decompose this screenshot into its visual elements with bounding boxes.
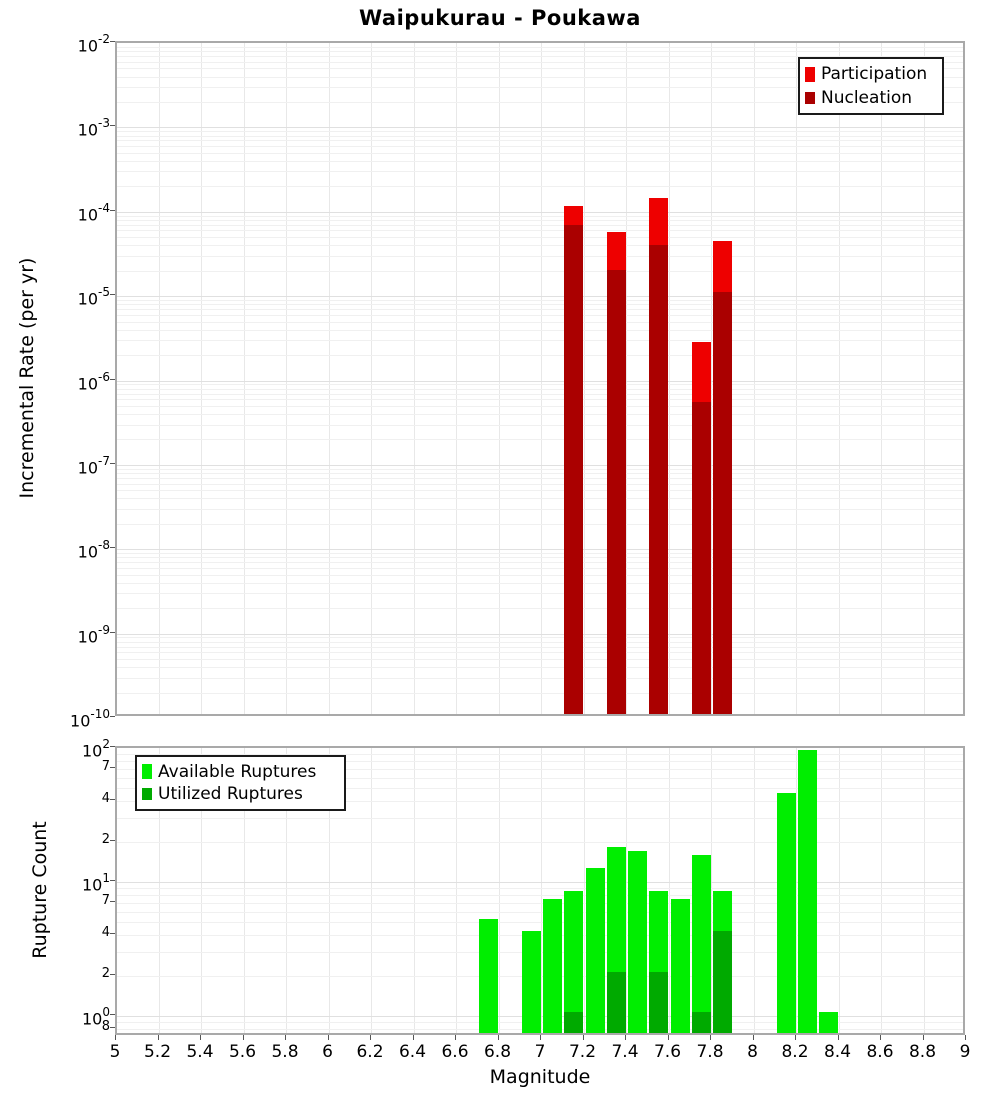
x-tick [753, 1035, 754, 1040]
gridline [117, 406, 963, 407]
gridline [117, 51, 963, 52]
y-tick-label: $10^{-10}$ [70, 707, 110, 731]
x-tick [625, 1035, 626, 1040]
x-tick-label: 5.2 [143, 1042, 172, 1062]
gridline [117, 498, 963, 499]
x-tick [158, 1035, 159, 1040]
x-tick [115, 1035, 116, 1040]
gridline [117, 490, 963, 491]
gridline [117, 212, 963, 213]
x-tick [540, 1035, 541, 1040]
participation-swatch-icon [805, 67, 815, 82]
y-tick [110, 716, 115, 717]
gridline [117, 888, 963, 889]
x-tick [285, 1035, 286, 1040]
gridline [117, 637, 963, 638]
gridline [117, 304, 963, 305]
x-tick [923, 1035, 924, 1040]
nucleation-bar [692, 402, 711, 714]
gridline [117, 399, 963, 400]
x-tick [498, 1035, 499, 1040]
x-tick-label: 6.6 [441, 1042, 469, 1062]
gridline [626, 43, 627, 714]
gridline [117, 465, 963, 466]
gridline [117, 557, 963, 558]
gridline [117, 439, 963, 440]
x-tick-label: 6.8 [483, 1042, 512, 1062]
gridline [117, 425, 963, 426]
count-axis-label: Rupture Count [29, 821, 51, 959]
gridline [201, 43, 202, 714]
x-tick [455, 1035, 456, 1040]
gridline [244, 43, 245, 714]
x-tick-label: 5.8 [271, 1042, 299, 1062]
gridline [117, 161, 963, 162]
y-tick-label: 7 [101, 892, 110, 908]
gridline [117, 296, 963, 297]
gridline [371, 43, 372, 714]
gridline [117, 652, 963, 653]
y-tick-label: 4 [101, 791, 110, 807]
gridline [117, 647, 963, 648]
nucleation-bar [564, 225, 583, 714]
y-tick [110, 746, 115, 747]
gridline [117, 414, 963, 415]
y-tick-label: $10^{-5}$ [77, 285, 110, 309]
gridline [117, 895, 963, 896]
gridline [499, 43, 500, 714]
x-tick-label: 8.8 [908, 1042, 937, 1062]
x-tick-label: 7.2 [568, 1042, 597, 1062]
gridline [584, 748, 585, 1033]
gridline [117, 136, 963, 137]
gridline [117, 140, 963, 141]
utilized-bar [692, 1012, 711, 1033]
utilized-legend-label: Utilized Ruptures [158, 784, 303, 805]
gridline [117, 882, 963, 883]
gridline [669, 43, 670, 714]
utilized-bar [564, 1012, 583, 1033]
gridline [117, 818, 963, 819]
y-tick-label: $10^1$ [82, 871, 110, 895]
gridline [117, 216, 963, 217]
x-tick [795, 1035, 796, 1040]
gridline [117, 593, 963, 594]
gridline [796, 748, 797, 1033]
legend-item-utilized [142, 784, 339, 804]
gridline [329, 43, 330, 714]
gridline [117, 473, 963, 474]
x-tick-label: 5 [109, 1042, 121, 1062]
y-tick-label: $10^{-3}$ [77, 116, 110, 140]
gridline [117, 322, 963, 323]
available-swatch-icon [142, 764, 152, 779]
gridline [117, 309, 963, 310]
utilized-swatch-icon [142, 788, 152, 800]
gridline [117, 355, 963, 356]
rate-axis-label: Incremental Rate (per yr) [16, 257, 38, 499]
y-tick [110, 632, 115, 633]
x-tick [838, 1035, 839, 1040]
y-tick-label: $10^{-4}$ [77, 200, 110, 225]
gridline [117, 220, 963, 221]
available-bar [543, 899, 562, 1033]
gridline [117, 271, 963, 272]
gridline [117, 127, 963, 128]
y-tick [110, 901, 115, 902]
gridline [117, 394, 963, 395]
y-tick [110, 1014, 115, 1015]
gridline [117, 678, 963, 679]
gridline [456, 43, 457, 714]
nucleation-legend-label: Nucleation [821, 87, 913, 108]
gridline [839, 43, 840, 714]
gridline [117, 469, 963, 470]
gridline [924, 748, 925, 1033]
gridline [117, 131, 963, 132]
x-tick-label: 8.6 [866, 1042, 894, 1062]
y-tick [110, 933, 115, 934]
x-tick-label: 9 [959, 1042, 971, 1062]
gridline [626, 748, 627, 1033]
gridline [669, 748, 670, 1033]
gridline [924, 43, 925, 714]
y-tick-label: $10^{-6}$ [77, 369, 110, 393]
y-tick [110, 379, 115, 380]
gridline [371, 748, 372, 1033]
gridline [117, 562, 963, 563]
legend-item-participation [805, 64, 937, 84]
y-tick [110, 210, 115, 211]
x-tick-label: 7.8 [696, 1042, 724, 1062]
y-tick-label: $10^{-9}$ [77, 622, 110, 646]
gridline [117, 256, 963, 257]
available-bar [522, 931, 541, 1033]
x-tick [328, 1035, 329, 1040]
gridline [117, 153, 963, 154]
utilized-bar [607, 972, 626, 1033]
x-tick [370, 1035, 371, 1040]
gridline [286, 43, 287, 714]
x-tick [583, 1035, 584, 1040]
available-bar [479, 919, 498, 1034]
x-tick-label: 6.2 [356, 1042, 384, 1062]
y-tick-label: $10^{-8}$ [77, 538, 110, 562]
gridline [117, 575, 963, 576]
x-tick-label: 8.2 [781, 1042, 809, 1062]
x-tick-label: 6 [322, 1042, 333, 1062]
count-legend [135, 755, 346, 811]
y-tick-label: 4 [101, 925, 110, 941]
x-tick-label: 6.4 [398, 1042, 427, 1062]
gridline [117, 568, 963, 569]
x-tick [413, 1035, 414, 1040]
y-tick-label: 2 [101, 965, 110, 981]
gridline [881, 748, 882, 1033]
gridline [117, 693, 963, 694]
y-tick [110, 294, 115, 295]
gridline [499, 748, 500, 1033]
available-bar [628, 851, 647, 1033]
x-tick [710, 1035, 711, 1040]
gridline [117, 384, 963, 385]
gridline [117, 186, 963, 187]
y-tick [110, 125, 115, 126]
gridline [117, 478, 963, 479]
gridline [117, 484, 963, 485]
gridline [117, 509, 963, 510]
gridline [711, 748, 712, 1033]
x-tick-label: 7.6 [653, 1042, 682, 1062]
x-tick [668, 1035, 669, 1040]
y-tick [110, 880, 115, 881]
x-tick-label: 8.4 [823, 1042, 852, 1062]
gridline [117, 922, 963, 923]
gridline [117, 583, 963, 584]
gridline [117, 524, 963, 525]
y-tick-label: 7 [101, 758, 110, 774]
nucleation-bar [713, 292, 732, 714]
y-tick-label: $10^2$ [82, 737, 110, 761]
nucleation-bar [649, 245, 668, 714]
x-tick-label: 7.4 [611, 1042, 639, 1062]
gridline [117, 642, 963, 643]
rate-legend [798, 57, 944, 115]
y-tick [110, 799, 115, 800]
gridline [117, 912, 963, 913]
gridline [117, 300, 963, 301]
legend-item-available [142, 762, 339, 782]
gridline [117, 225, 963, 226]
y-tick [110, 463, 115, 464]
gridline [456, 748, 457, 1033]
y-tick [110, 767, 115, 768]
available-bar [671, 899, 690, 1033]
gridline [117, 608, 963, 609]
gridline [754, 43, 755, 714]
x-tick [880, 1035, 881, 1040]
available-bar [798, 750, 817, 1033]
y-tick [110, 1027, 115, 1028]
x-tick [243, 1035, 244, 1040]
gridline [117, 47, 963, 48]
x-tick [200, 1035, 201, 1040]
y-tick [110, 547, 115, 548]
y-tick [110, 840, 115, 841]
y-tick [110, 974, 115, 975]
available-legend-label: Available Ruptures [158, 761, 317, 782]
x-tick-label: 8 [747, 1042, 758, 1062]
gridline [117, 634, 963, 635]
gridline [117, 237, 963, 238]
chart-title: Waipukurau - Poukawa [359, 6, 641, 30]
y-tick-label: $10^0$ [82, 1005, 110, 1029]
gridline [414, 748, 415, 1033]
gridline [117, 667, 963, 668]
gridline [881, 43, 882, 714]
gridline [117, 230, 963, 231]
y-tick-label: 2 [101, 831, 110, 847]
gridline [117, 315, 963, 316]
gridline [541, 748, 542, 1033]
available-bar [692, 855, 711, 1034]
x-tick-label: 5.4 [186, 1042, 214, 1062]
gridline [796, 43, 797, 714]
gridline [117, 330, 963, 331]
gridline [117, 245, 963, 246]
gridline [414, 43, 415, 714]
y-tick-label: $10^{-7}$ [77, 453, 110, 478]
gridline [159, 43, 160, 714]
nucleation-swatch-icon [805, 92, 815, 104]
gridline [541, 43, 542, 714]
x-tick [965, 1035, 966, 1040]
gridline [839, 748, 840, 1033]
gridline [117, 171, 963, 172]
rate-panel [115, 41, 965, 716]
gridline [117, 549, 963, 550]
available-bar [586, 868, 605, 1034]
legend-item-nucleation [805, 88, 937, 108]
gridline [117, 340, 963, 341]
gridline [117, 659, 963, 660]
utilized-bar [649, 972, 668, 1033]
gridline [117, 381, 963, 382]
gridline [117, 146, 963, 147]
gridline [754, 748, 755, 1033]
utilized-bar [713, 931, 732, 1033]
gridline [117, 389, 963, 390]
magnitude-axis-label: Magnitude [489, 1066, 591, 1088]
y-tick-label: 8 [101, 1019, 110, 1035]
y-tick [110, 41, 115, 42]
y-tick-label: $10^{-2}$ [77, 32, 110, 56]
gridline [584, 43, 585, 714]
available-bar [819, 1012, 838, 1033]
x-tick-label: 5.6 [228, 1042, 257, 1062]
participation-legend-label: Participation [821, 64, 928, 85]
gridline [117, 842, 963, 843]
gridline [711, 43, 712, 714]
x-tick-label: 7 [534, 1042, 546, 1062]
available-bar [777, 793, 796, 1033]
nucleation-bar [607, 270, 626, 714]
gridline [117, 903, 963, 904]
gridline [117, 553, 963, 554]
